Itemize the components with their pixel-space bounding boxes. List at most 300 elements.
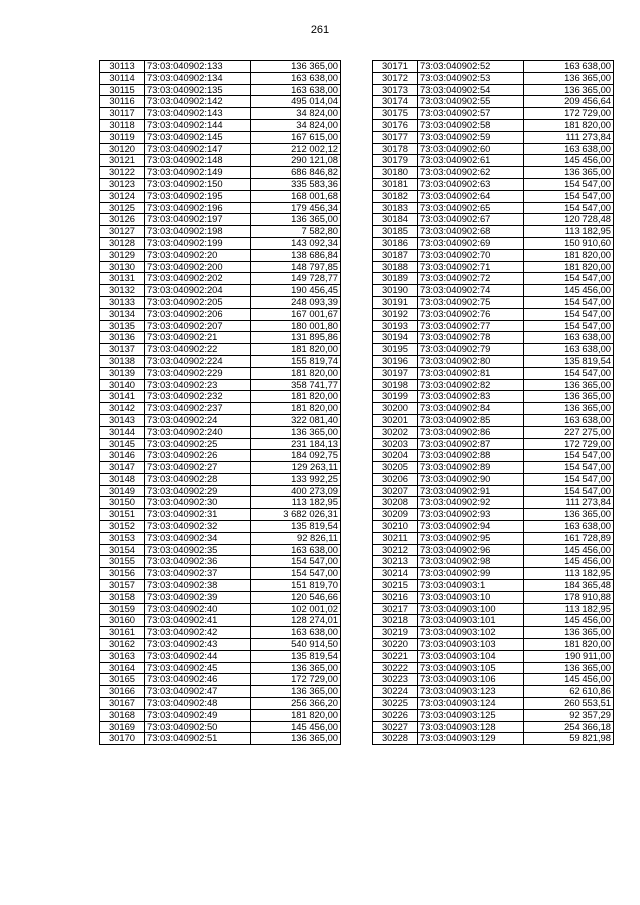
amount-cell: 154 547,00 [524,273,614,285]
amount-cell: 150 910,60 [524,237,614,249]
amount-cell: 154 547,00 [251,556,341,568]
cadastral-number-cell: 73:03:040902:202 [145,273,251,285]
record-number-cell: 30174 [373,96,418,108]
cadastral-number-cell: 73:03:040902:53 [418,72,524,84]
amount-cell: 163 638,00 [251,627,341,639]
amount-cell: 154 547,00 [524,178,614,190]
cadastral-number-cell: 73:03:040902:85 [418,414,524,426]
table-row [100,226,341,238]
cadastral-number-cell: 73:03:040903:124 [418,698,524,710]
amount-cell: 181 820,00 [524,249,614,261]
amount-cell: 184 092,75 [251,450,341,462]
amount-cell: 154 547,00 [524,473,614,485]
cadastral-number-cell: 73:03:040902:61 [418,155,524,167]
amount-cell: 3 682 026,31 [251,509,341,521]
amount-cell: 120 728,48 [524,214,614,226]
amount-cell: 113 182,95 [524,603,614,615]
table-row [373,721,614,733]
record-number-cell: 30124 [100,190,145,202]
record-number-cell: 30197 [373,367,418,379]
cadastral-number-cell: 73:03:040902:45 [145,662,251,674]
amount-cell: 148 797,85 [251,261,341,273]
amount-cell: 168 001,68 [251,190,341,202]
record-number-cell: 30192 [373,308,418,320]
amount-cell: 181 820,00 [251,403,341,415]
record-number-cell: 30219 [373,627,418,639]
record-number-cell: 30228 [373,733,418,745]
cadastral-number-cell: 73:03:040902:79 [418,344,524,356]
table-row [100,509,341,521]
record-number-cell: 30181 [373,178,418,190]
cadastral-number-cell: 73:03:040902:36 [145,556,251,568]
table-row [373,61,614,73]
record-number-cell: 30155 [100,556,145,568]
cadastral-number-cell: 73:03:040902:205 [145,296,251,308]
record-number-cell: 30220 [373,639,418,651]
table-row [100,379,341,391]
record-number-cell: 30208 [373,497,418,509]
record-number-cell: 30145 [100,438,145,450]
record-number-cell: 30216 [373,591,418,603]
amount-cell: 136 365,00 [251,733,341,745]
table-row [373,237,614,249]
table-row [373,190,614,202]
cadastral-number-cell: 73:03:040903:104 [418,650,524,662]
cadastral-number-cell: 73:03:040902:93 [418,509,524,521]
amount-cell: 136 365,00 [524,379,614,391]
record-number-cell: 30200 [373,403,418,415]
amount-cell: 181 820,00 [524,639,614,651]
amount-cell: 111 273,84 [524,497,614,509]
cadastral-number-cell: 73:03:040902:150 [145,178,251,190]
amount-cell: 155 819,74 [251,355,341,367]
cadastral-number-cell: 73:03:040902:54 [418,84,524,96]
cadastral-number-cell: 73:03:040902:229 [145,367,251,379]
table-row [100,438,341,450]
amount-cell: 163 638,00 [524,61,614,73]
table-row [373,709,614,721]
table-row [373,332,614,344]
table-row [373,249,614,261]
cadastral-number-cell: 73:03:040902:41 [145,615,251,627]
cadastral-number-cell: 73:03:040902:76 [418,308,524,320]
cadastral-number-cell: 73:03:040902:92 [418,497,524,509]
amount-cell: 495 014,04 [251,96,341,108]
amount-cell: 129 263,11 [251,462,341,474]
amount-cell: 154 547,00 [251,568,341,580]
record-number-cell: 30186 [373,237,418,249]
table-row [100,698,341,710]
record-number-cell: 30193 [373,320,418,332]
table-row [100,167,341,179]
table-row [100,485,341,497]
cadastral-number-cell: 73:03:040902:149 [145,167,251,179]
amount-cell: 335 583,36 [251,178,341,190]
cadastral-number-cell: 73:03:040902:59 [418,131,524,143]
table-row [373,391,614,403]
cadastral-number-cell: 73:03:040902:88 [418,450,524,462]
amount-cell: 161 728,89 [524,532,614,544]
cadastral-number-cell: 73:03:040902:96 [418,544,524,556]
table-row [373,167,614,179]
amount-cell: 136 365,00 [251,662,341,674]
amount-cell: 686 846,82 [251,167,341,179]
amount-cell: 212 002,12 [251,143,341,155]
cadastral-number-cell: 73:03:040902:42 [145,627,251,639]
amount-cell: 540 914,50 [251,639,341,651]
cadastral-number-cell: 73:03:040902:50 [145,721,251,733]
table-row [373,178,614,190]
cadastral-number-cell: 73:03:040902:86 [418,426,524,438]
table-row [373,462,614,474]
cadastral-number-cell: 73:03:040902:27 [145,462,251,474]
record-number-cell: 30143 [100,414,145,426]
cadastral-number-cell: 73:03:040902:196 [145,202,251,214]
cadastral-number-cell: 73:03:040903:128 [418,721,524,733]
table-row [373,544,614,556]
amount-cell: 62 610,86 [524,686,614,698]
table-row [100,237,341,249]
table-row [373,308,614,320]
amount-cell: 136 365,00 [524,662,614,674]
table-row [100,603,341,615]
cadastral-number-cell: 73:03:040902:25 [145,438,251,450]
cadastral-number-cell: 73:03:040902:237 [145,403,251,415]
table-row [373,568,614,580]
record-number-cell: 30191 [373,296,418,308]
table-row [373,344,614,356]
table-row [373,639,614,651]
record-number-cell: 30202 [373,426,418,438]
table-row [100,639,341,651]
table-row [100,473,341,485]
table-row [373,662,614,674]
record-number-cell: 30169 [100,721,145,733]
table-row [100,721,341,733]
amount-cell: 133 992,25 [251,473,341,485]
amount-cell: 136 365,00 [524,509,614,521]
record-number-cell: 30206 [373,473,418,485]
amount-cell: 120 546,66 [251,591,341,603]
cadastral-number-cell: 73:03:040902:47 [145,686,251,698]
table-row [373,296,614,308]
registry-table-left [99,60,341,745]
table-row [100,273,341,285]
amount-cell: 149 728,77 [251,273,341,285]
amount-cell: 172 729,00 [251,674,341,686]
amount-cell: 163 638,00 [524,332,614,344]
cadastral-number-cell: 73:03:040902:29 [145,485,251,497]
record-number-cell: 30156 [100,568,145,580]
record-number-cell: 30183 [373,202,418,214]
amount-cell: 128 274,01 [251,615,341,627]
table-row [100,131,341,143]
record-number-cell: 30205 [373,462,418,474]
cadastral-number-cell: 73:03:040902:80 [418,355,524,367]
amount-cell: 145 456,00 [524,674,614,686]
cadastral-number-cell: 73:03:040902:87 [418,438,524,450]
amount-cell: 154 547,00 [524,450,614,462]
record-number-cell: 30144 [100,426,145,438]
cadastral-number-cell: 73:03:040902:135 [145,84,251,96]
record-number-cell: 30121 [100,155,145,167]
table-row [100,155,341,167]
record-number-cell: 30217 [373,603,418,615]
table-row [100,308,341,320]
table-row [373,119,614,131]
cadastral-number-cell: 73:03:040903:123 [418,686,524,698]
table-row [100,261,341,273]
record-number-cell: 30146 [100,450,145,462]
table-row [373,379,614,391]
record-number-cell: 30122 [100,167,145,179]
amount-cell: 113 182,95 [251,497,341,509]
record-number-cell: 30184 [373,214,418,226]
table-row [100,190,341,202]
record-number-cell: 30204 [373,450,418,462]
amount-cell: 154 547,00 [524,202,614,214]
record-number-cell: 30210 [373,521,418,533]
amount-cell: 136 365,00 [524,72,614,84]
cadastral-number-cell: 73:03:040902:207 [145,320,251,332]
cadastral-number-cell: 73:03:040902:232 [145,391,251,403]
record-number-cell: 30117 [100,108,145,120]
cadastral-number-cell: 73:03:040903:129 [418,733,524,745]
cadastral-number-cell: 73:03:040902:90 [418,473,524,485]
cadastral-number-cell: 73:03:040903:102 [418,627,524,639]
cadastral-number-cell: 73:03:040902:144 [145,119,251,131]
record-number-cell: 30194 [373,332,418,344]
cadastral-number-cell: 73:03:040902:46 [145,674,251,686]
amount-cell: 135 819,54 [524,355,614,367]
table-row [373,226,614,238]
cadastral-number-cell: 73:03:040902:82 [418,379,524,391]
amount-cell: 136 365,00 [524,167,614,179]
table-row [373,450,614,462]
table-row [100,72,341,84]
table-row [373,497,614,509]
cadastral-number-cell: 73:03:040902:52 [418,61,524,73]
table-row [373,414,614,426]
amount-cell: 256 366,20 [251,698,341,710]
record-number-cell: 30221 [373,650,418,662]
record-number-cell: 30137 [100,344,145,356]
amount-cell: 184 365,48 [524,580,614,592]
table-row [100,414,341,426]
record-number-cell: 30177 [373,131,418,143]
cadastral-number-cell: 73:03:040902:32 [145,521,251,533]
cadastral-number-cell: 73:03:040902:21 [145,332,251,344]
record-number-cell: 30178 [373,143,418,155]
amount-cell: 400 273,09 [251,485,341,497]
cadastral-number-cell: 73:03:040902:142 [145,96,251,108]
cadastral-number-cell: 73:03:040902:26 [145,450,251,462]
table-row [100,426,341,438]
registry-table-right [372,60,614,745]
record-number-cell: 30166 [100,686,145,698]
record-number-cell: 30171 [373,61,418,73]
record-number-cell: 30215 [373,580,418,592]
cadastral-number-cell: 73:03:040902:134 [145,72,251,84]
record-number-cell: 30128 [100,237,145,249]
record-number-cell: 30212 [373,544,418,556]
amount-cell: 154 547,00 [524,296,614,308]
cadastral-number-cell: 73:03:040902:69 [418,237,524,249]
record-number-cell: 30211 [373,532,418,544]
amount-cell: 136 365,00 [524,403,614,415]
amount-cell: 145 456,00 [524,615,614,627]
record-number-cell: 30227 [373,721,418,733]
table-row [373,674,614,686]
table-row [100,615,341,627]
cadastral-number-cell: 73:03:040902:83 [418,391,524,403]
amount-cell: 231 184,13 [251,438,341,450]
cadastral-number-cell: 73:03:040902:28 [145,473,251,485]
amount-cell: 136 365,00 [251,686,341,698]
amount-cell: 136 365,00 [251,214,341,226]
amount-cell: 143 092,34 [251,237,341,249]
record-number-cell: 30142 [100,403,145,415]
cadastral-number-cell: 73:03:040903:10 [418,591,524,603]
table-row [373,698,614,710]
record-number-cell: 30123 [100,178,145,190]
table-row [100,521,341,533]
record-number-cell: 30167 [100,698,145,710]
amount-cell: 131 895,86 [251,332,341,344]
amount-cell: 248 093,39 [251,296,341,308]
amount-cell: 154 547,00 [524,367,614,379]
cadastral-number-cell: 73:03:040902:30 [145,497,251,509]
record-number-cell: 30154 [100,544,145,556]
table-row [100,119,341,131]
record-number-cell: 30225 [373,698,418,710]
amount-cell: 59 821,98 [524,733,614,745]
table-row [100,61,341,73]
table-row [373,521,614,533]
record-number-cell: 30133 [100,296,145,308]
table-row [100,320,341,332]
amount-cell: 92 357,29 [524,709,614,721]
cadastral-number-cell: 73:03:040902:74 [418,285,524,297]
cadastral-number-cell: 73:03:040903:106 [418,674,524,686]
cadastral-number-cell: 73:03:040902:133 [145,61,251,73]
cadastral-number-cell: 73:03:040902:64 [418,190,524,202]
amount-cell: 163 638,00 [251,72,341,84]
record-number-cell: 30198 [373,379,418,391]
cadastral-number-cell: 73:03:040903:105 [418,662,524,674]
record-number-cell: 30201 [373,414,418,426]
cadastral-number-cell: 73:03:040902:34 [145,532,251,544]
amount-cell: 260 553,51 [524,698,614,710]
amount-cell: 154 547,00 [524,485,614,497]
cadastral-number-cell: 73:03:040903:100 [418,603,524,615]
cadastral-number-cell: 73:03:040902:148 [145,155,251,167]
record-number-cell: 30188 [373,261,418,273]
table-row [373,261,614,273]
amount-cell: 163 638,00 [524,414,614,426]
amount-cell: 254 366,18 [524,721,614,733]
page-number: 261 [310,24,330,36]
record-number-cell: 30172 [373,72,418,84]
cadastral-number-cell: 73:03:040902:63 [418,178,524,190]
table-row [100,532,341,544]
record-number-cell: 30159 [100,603,145,615]
record-number-cell: 30175 [373,108,418,120]
cadastral-number-cell: 73:03:040902:71 [418,261,524,273]
table-row [100,214,341,226]
cadastral-number-cell: 73:03:040902:195 [145,190,251,202]
record-number-cell: 30170 [100,733,145,745]
amount-cell: 190 456,45 [251,285,341,297]
record-number-cell: 30189 [373,273,418,285]
amount-cell: 163 638,00 [524,521,614,533]
table-row [100,296,341,308]
table-row [100,544,341,556]
record-number-cell: 30113 [100,61,145,73]
cadastral-number-cell: 73:03:040902:55 [418,96,524,108]
amount-cell: 322 081,40 [251,414,341,426]
record-number-cell: 30162 [100,639,145,651]
cadastral-number-cell: 73:03:040902:37 [145,568,251,580]
table-row [100,674,341,686]
table-row [373,403,614,415]
cadastral-number-cell: 73:03:040903:125 [418,709,524,721]
amount-cell: 179 456,34 [251,202,341,214]
record-number-cell: 30207 [373,485,418,497]
cadastral-number-cell: 73:03:040902:75 [418,296,524,308]
table-row [373,615,614,627]
table-row [100,556,341,568]
table-row [100,462,341,474]
amount-cell: 113 182,95 [524,226,614,238]
table-row [373,426,614,438]
table-row [373,214,614,226]
amount-cell: 136 365,00 [524,391,614,403]
table-row [373,72,614,84]
cadastral-number-cell: 73:03:040902:145 [145,131,251,143]
table-row [100,497,341,509]
cadastral-number-cell: 73:03:040903:103 [418,639,524,651]
table-row [373,320,614,332]
amount-cell: 181 820,00 [251,709,341,721]
amount-cell: 145 456,00 [524,285,614,297]
table-row [100,285,341,297]
record-number-cell: 30161 [100,627,145,639]
record-number-cell: 30116 [100,96,145,108]
record-number-cell: 30152 [100,521,145,533]
record-number-cell: 30222 [373,662,418,674]
amount-cell: 113 182,95 [524,568,614,580]
record-number-cell: 30135 [100,320,145,332]
cadastral-number-cell: 73:03:040902:58 [418,119,524,131]
cadastral-number-cell: 73:03:040902:197 [145,214,251,226]
record-number-cell: 30185 [373,226,418,238]
record-number-cell: 30224 [373,686,418,698]
record-number-cell: 30136 [100,332,145,344]
record-number-cell: 30131 [100,273,145,285]
record-number-cell: 30125 [100,202,145,214]
record-number-cell: 30139 [100,367,145,379]
table-row [373,686,614,698]
record-number-cell: 30134 [100,308,145,320]
record-number-cell: 30147 [100,462,145,474]
table-row [373,355,614,367]
amount-cell: 163 638,00 [251,84,341,96]
cadastral-number-cell: 73:03:040902:204 [145,285,251,297]
amount-cell: 167 001,67 [251,308,341,320]
cadastral-number-cell: 73:03:040902:57 [418,108,524,120]
table-row [373,273,614,285]
